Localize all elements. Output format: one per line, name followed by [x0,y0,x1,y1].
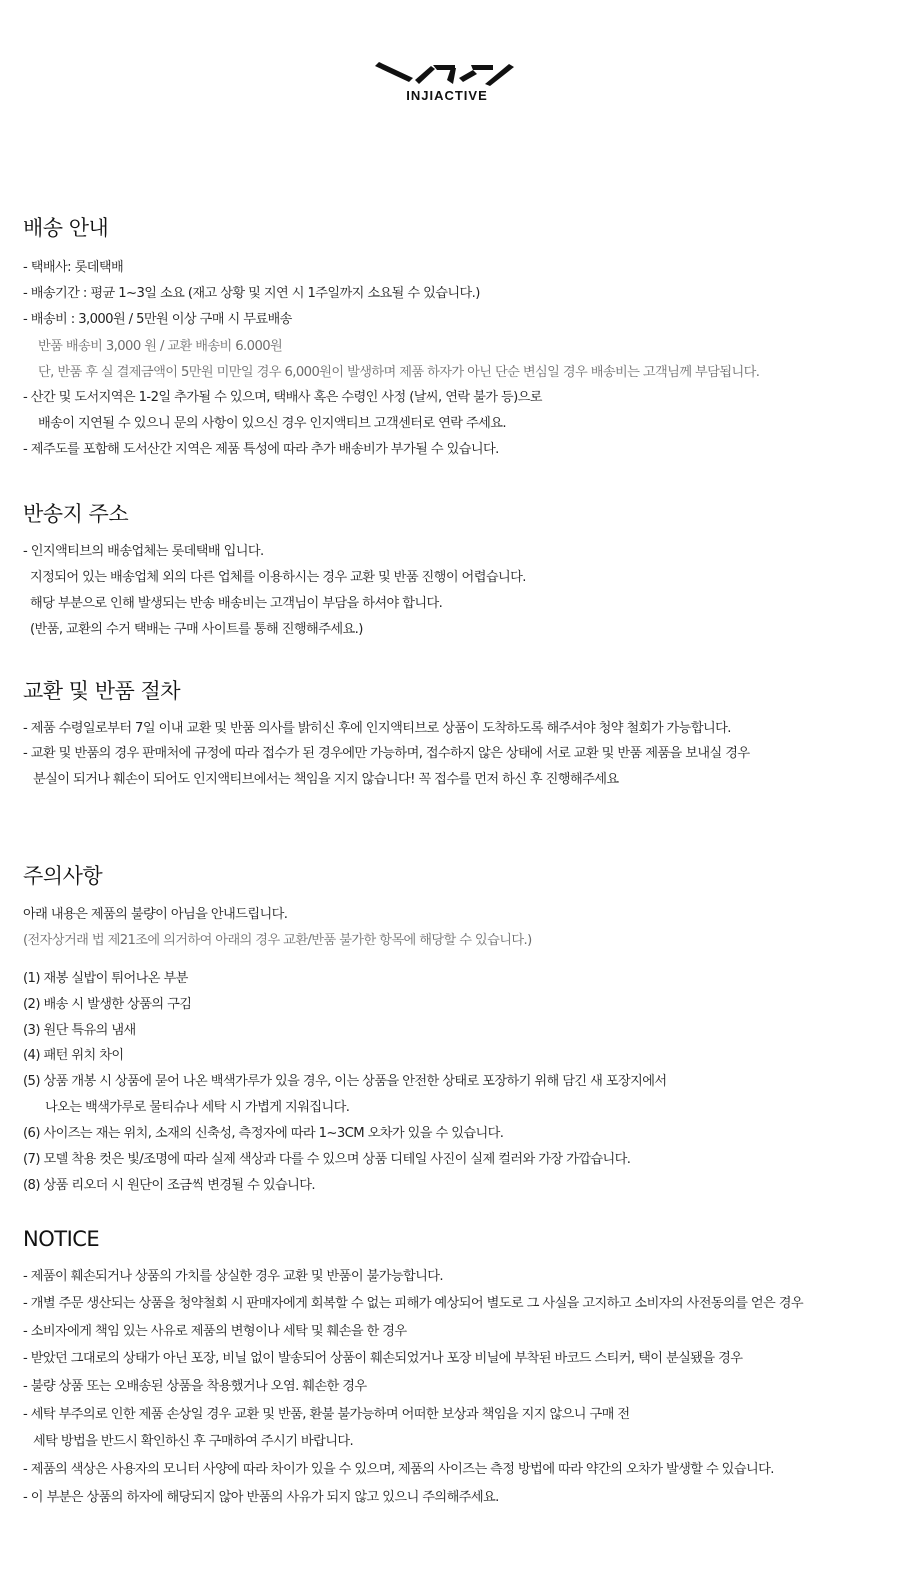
notice-line: - 소비자에게 책임 있는 사유로 제품의 변형이나 세탁 및 훼손을 한 경우 [23,1324,407,1339]
shipping-line: 반품 배송비 3,000 원 / 교환 배송비 6.000원 [38,339,283,354]
caution-note: (전자상거래 법 제21조에 의거하여 아래의 경우 교환/반품 불가한 항목에 해당할 수 있습니다.) [23,933,532,948]
shipping-line: 배송이 지연될 수 있으니 문의 사항이 있으신 경우 인지액티브 고객센터로 연락 주세요. [38,416,506,431]
shipping-line: - 제주도를 포함해 도서산간 지역은 제품 특성에 따라 추가 배송비가 부가될 수 있습니다. [23,442,499,457]
exchange-line: - 제품 수령일로부터 7일 이내 교환 및 반품 의사를 밝히신 후에 인지액티브로 상품이 도착하도록 해주셔야 청약 철회가 가능합니다. [23,721,731,736]
notice-line: - 세탁 부주의로 인한 제품 손상일 경우 교환 및 반품, 환불 불가능하며 어떠한 보상과 책임을 지지 않으니 구매 전 [23,1407,630,1422]
notice-line: - 불량 상품 또는 오배송된 상품을 착용했거나 오염. 훼손한 경우 [23,1379,367,1394]
notice-line: - 받았던 그대로의 상태가 아닌 포장, 비닐 없이 발송되어 상품이 훼손되었거나 포장 비닐에 부착된 바코드 스티커, 택이 분실됐을 경우 [23,1351,743,1366]
shipping-line: - 택배사: 롯데택배 [23,260,124,275]
return-address-line: (반품, 교환의 수거 택배는 구매 사이트를 통해 진행해주세요.) [30,622,363,637]
notice-line: - 개별 주문 생산되는 상품을 청약철회 시 판매자에게 회복할 수 없는 피해가 예상되어 별도로 그 사실을 고지하고 소비자의 사전동의를 얻은 경우 [23,1296,804,1311]
notice-line: - 제품의 색상은 사용자의 모니터 사양에 따라 차이가 있을 수 있으며, 제품의 사이즈는 측정 방법에 따라 약간의 오차가 발생할 수 있습니다. [23,1462,774,1477]
shipping-line: - 배송비 : 3,000원 / 5만원 이상 구매 시 무료배송 [23,312,292,327]
shipping-line: - 산간 및 도서지역은 1-2일 추가될 수 있으며, 택배사 혹은 수령인 사정 (날씨, 연락 불가 등)으로 [23,390,542,405]
caution-item: (1) 재봉 실밥이 튀어나온 부분 [23,971,188,986]
brand-name: INJIACTIVE [406,88,488,103]
caution-title: 주의사항 [23,864,103,888]
caution-item: 나오는 백색가루로 물티슈나 세탁 시 가볍게 지워집니다. [45,1100,350,1115]
return-address-title: 반송지 주소 [23,502,129,526]
notice-line: - 제품이 훼손되거나 상품의 가치를 상실한 경우 교환 및 반품이 불가능합니다. [23,1269,443,1284]
caution-item: (4) 패턴 위치 차이 [23,1048,124,1063]
return-address-line: 지정되어 있는 배송업체 외의 다른 업체를 이용하시는 경우 교환 및 반품 진행이 어렵습니다. [30,570,526,585]
caution-item: (7) 모델 착용 컷은 빛/조명에 따라 실제 색상과 다를 수 있으며 상품 디테일 사진이 실제 컬러와 가장 가깝습니다. [23,1152,631,1167]
exchange-line: 분실이 되거나 훼손이 되어도 인지액티브에서는 책임을 지지 않습니다! 꼭 접수를 먼저 하신 후 진행해주세요 [33,772,619,787]
shipping-title: 배송 안내 [23,216,109,240]
caution-item: (6) 사이즈는 재는 위치, 소재의 신축성, 측정자에 따라 1~3CM 오차가 있을 수 있습니다. [23,1126,504,1141]
exchange-line: - 교환 및 반품의 경우 판매처에 규정에 따라 접수가 된 경우에만 가능하며, 접수하지 않은 상태에 서로 교환 및 반품 제품을 보내실 경우 [23,746,750,761]
caution-item: (5) 상품 개봉 시 상품에 묻어 나온 백색가루가 있을 경우, 이는 상품을 안전한 상태로 포장하기 위해 담긴 새 포장지에서 [23,1074,667,1089]
caution-item: (3) 원단 특유의 냄새 [23,1023,136,1038]
notice-line: 세탁 방법을 반드시 확인하신 후 구매하여 주시기 바랍니다. [33,1434,354,1449]
shipping-line: 단, 반품 후 실 결제금액이 5만원 미만일 경우 6,000원이 발생하며 제품 하자가 아닌 단순 변심일 경우 배송비는 고객님께 부담됩니다. [38,365,760,380]
caution-item: (2) 배송 시 발생한 상품의 구김 [23,997,192,1012]
notice-line: - 이 부분은 상품의 하자에 해당되지 않아 반품의 사유가 되지 않고 있으니 주의해주세요. [23,1490,499,1505]
brand-logo [373,58,521,103]
brand-logo-mark [373,58,521,86]
return-address-line: - 인지액티브의 배송업체는 롯데택배 입니다. [23,544,264,559]
caution-item: (8) 상품 리오더 시 원단이 조금씩 변경될 수 있습니다. [23,1178,315,1193]
notice-title: NOTICE [23,1227,100,1251]
return-address-line: 해당 부분으로 인해 발생되는 반송 배송비는 고객님이 부담을 하셔야 합니다. [30,596,443,611]
caution-intro: 아래 내용은 제품의 불량이 아님을 안내드립니다. [23,907,288,922]
shipping-line: - 배송기간 : 평균 1~3일 소요 (재고 상황 및 지연 시 1주일까지 소요될 수 있습니다.) [23,286,480,301]
exchange-title: 교환 및 반품 절차 [23,679,181,703]
